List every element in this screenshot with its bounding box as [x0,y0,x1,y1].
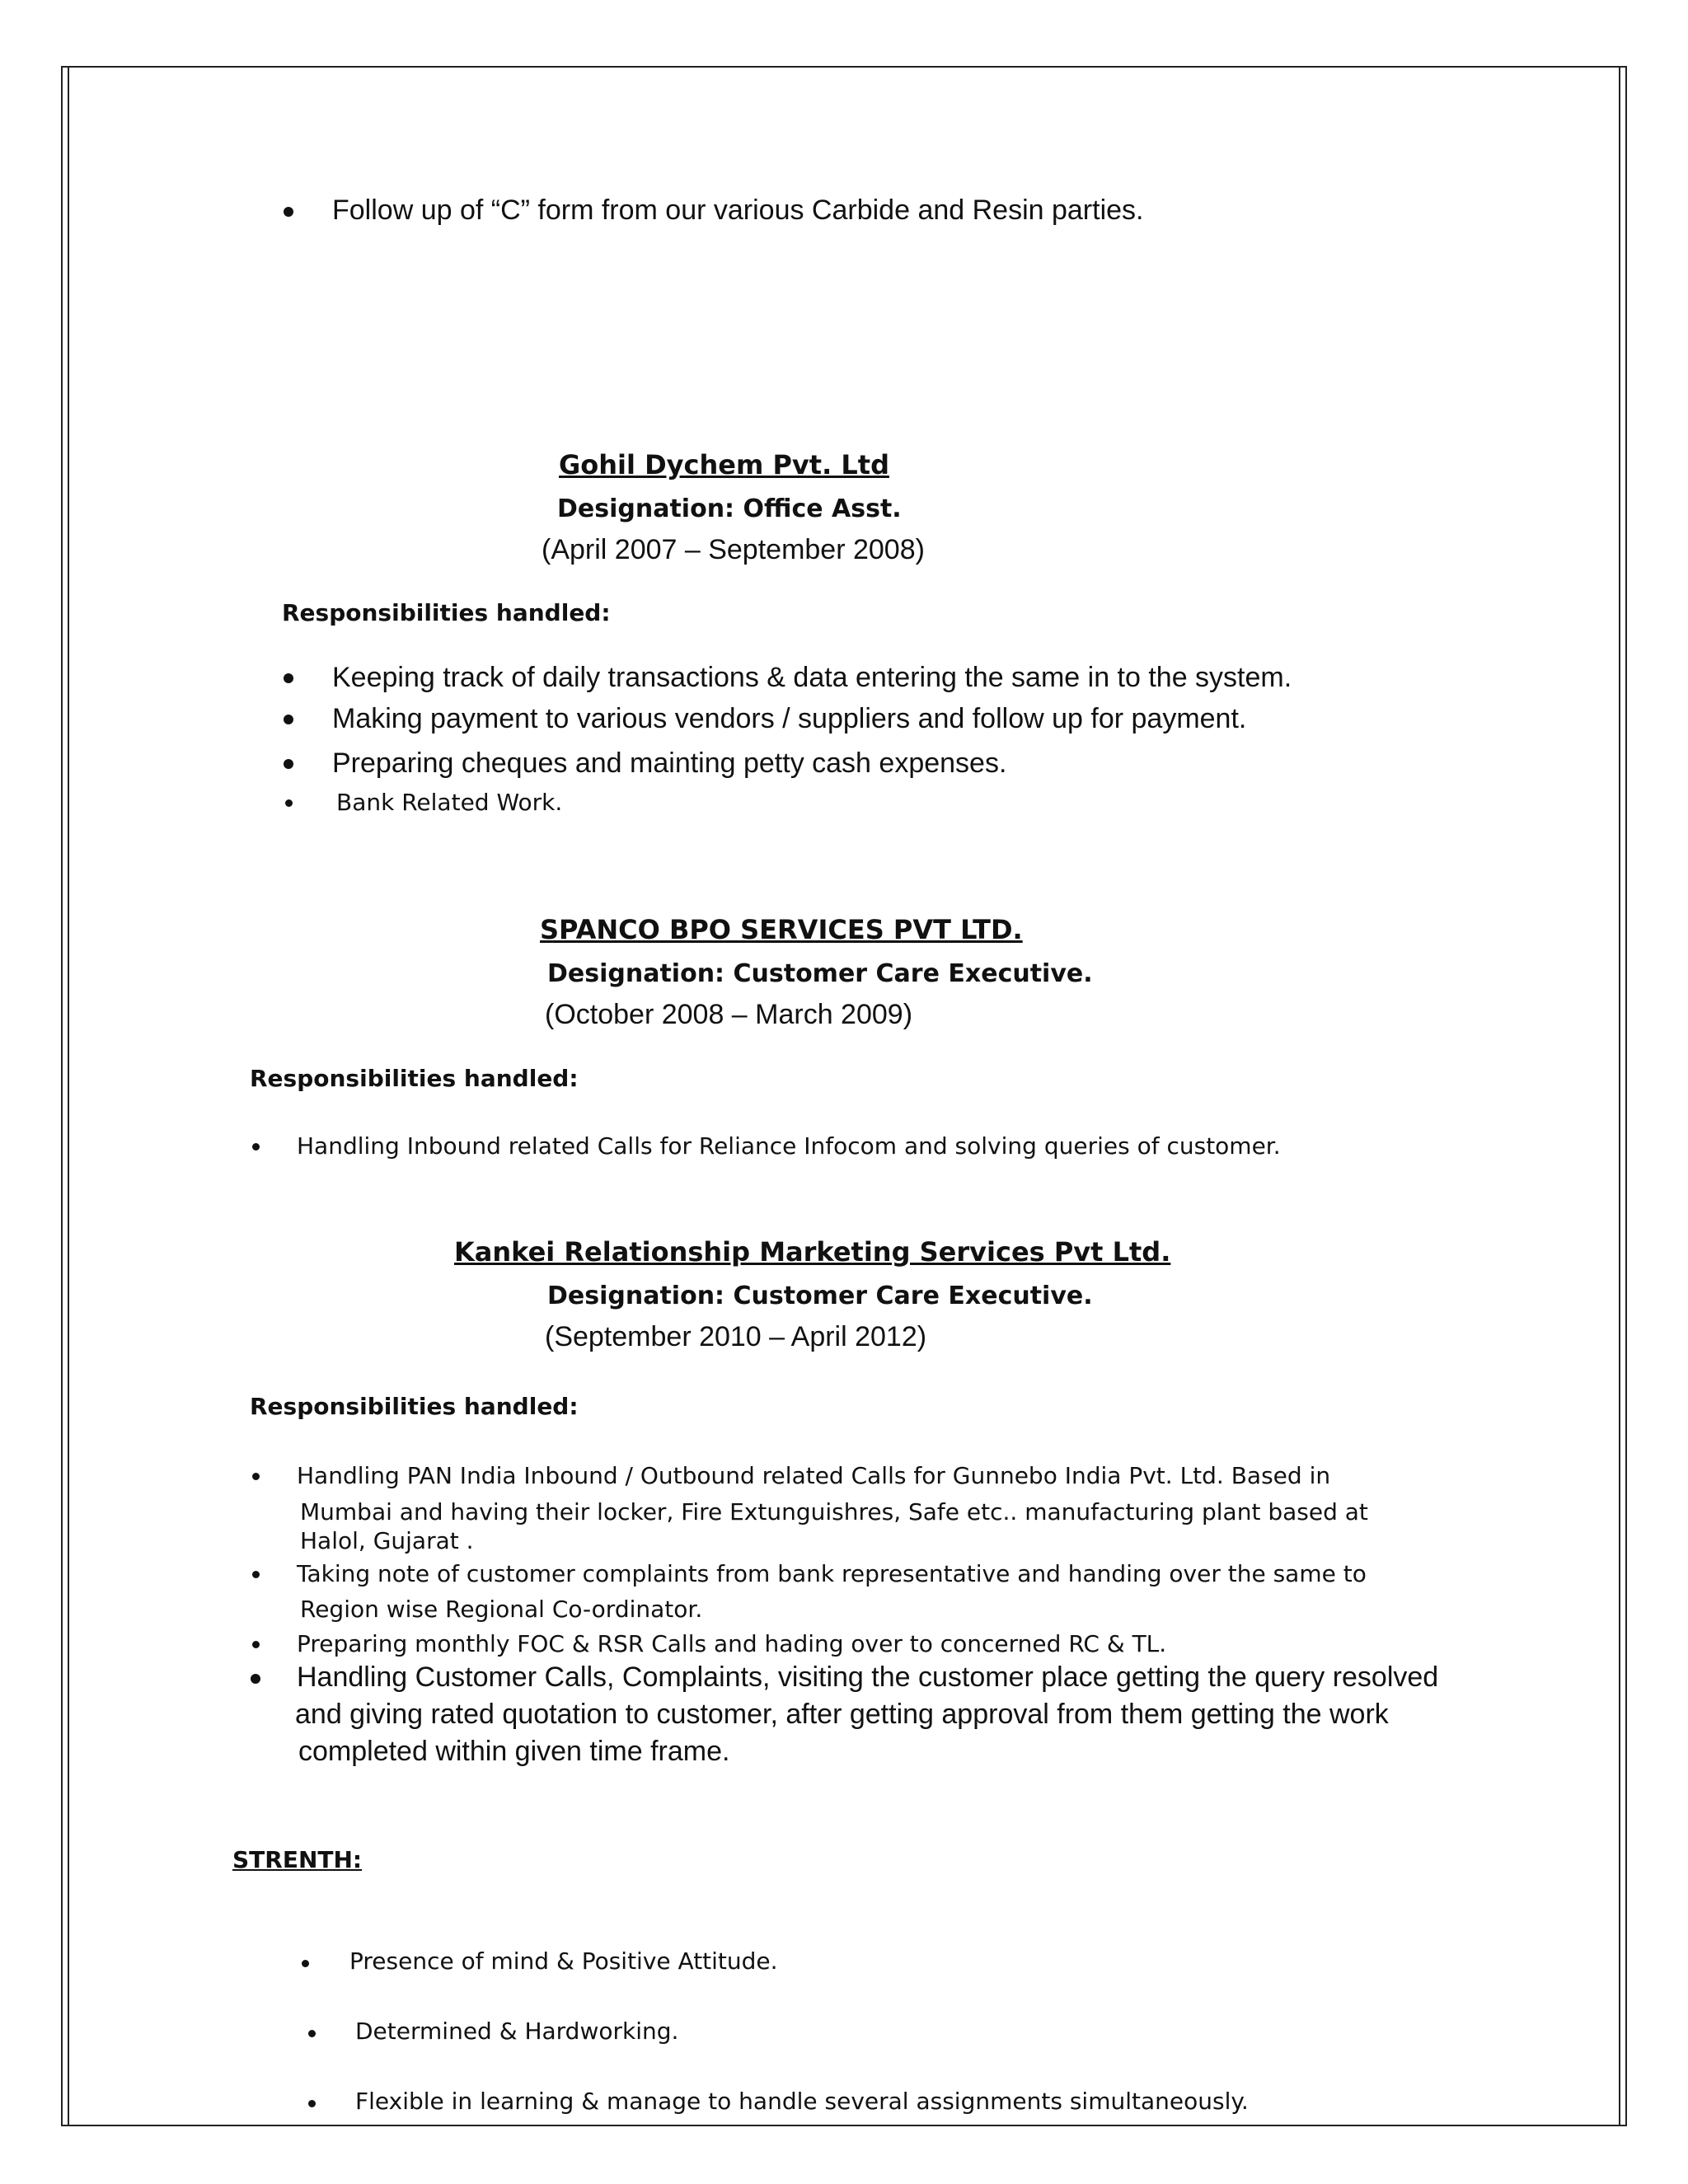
company-name: Gohil Dychem Pvt. Ltd [559,449,889,480]
strength-item: Presence of mind & Positive Attitude. [349,1947,778,1975]
employment-period: (September 2010 – April 2012) [545,1321,927,1352]
page-border-inner [68,66,1620,2126]
company-name: SPANCO BPO SERVICES PVT LTD. [540,914,1023,945]
employment-period: (October 2008 – March 2009) [545,999,913,1030]
responsibilities-heading: Responsibilities handled: [282,599,611,626]
employment-period: (April 2007 – September 2008) [542,534,925,565]
strength-heading: STRENTH: [232,1846,363,1873]
responsibility-item: Handling PAN India Inbound / Outbound related Calls for Gunnebo India Pvt. Ltd. Based in [297,1462,1331,1489]
responsibility-item-continued: completed within given time frame. [298,1736,730,1767]
responsibility-item: Making payment to various vendors / suppliers and follow up for payment. [332,703,1247,734]
responsibilities-heading: Responsibilities handled: [250,1393,579,1420]
bullet-icon [251,1674,260,1684]
bullet-icon [284,207,293,217]
company-name: Kankei Relationship Marketing Services Pvt Ltd. [454,1236,1171,1268]
intro-bullet-text: Follow up of “C” form from our various Carbide and Resin parties. [332,194,1144,226]
responsibility-item: Preparing monthly FOC & RSR Calls and hading over to concerned RC & TL. [297,1630,1167,1657]
bullet-icon [252,1641,260,1648]
designation: Designation: Customer Care Executive. [547,959,1093,988]
responsibility-item: Keeping track of daily transactions & data entering the same in to the system. [332,662,1292,693]
bullet-icon [284,715,293,724]
bullet-icon [302,1960,309,1967]
responsibilities-heading: Responsibilities handled: [250,1065,579,1092]
bullet-icon [284,673,293,683]
designation: Designation: Office Asst. [557,494,902,523]
responsibility-item: Handling Customer Calls, Complaints, visiting the customer place getting the query resolved [297,1661,1439,1693]
bullet-icon [308,2030,316,2037]
bullet-icon [252,1571,260,1578]
bullet-icon [308,2100,316,2107]
designation: Designation: Customer Care Executive. [547,1282,1093,1310]
bullet-icon [252,1143,260,1151]
responsibility-item-continued: Halol, Gujarat . [300,1527,474,1554]
responsibility-item: Taking note of customer complaints from bank representative and handing over the same to [297,1560,1367,1587]
responsibility-item-continued: Region wise Regional Co-ordinator. [300,1596,703,1623]
bullet-icon [284,759,293,769]
responsibility-item: Preparing cheques and mainting petty cash expenses. [332,748,1007,779]
responsibility-item: Handling Inbound related Calls for Reliance Infocom and solving queries of customer. [297,1132,1281,1160]
responsibility-item-continued: and giving rated quotation to customer, after getting approval from them getting the work [295,1699,1389,1730]
bullet-icon [252,1473,260,1480]
bullet-icon [285,799,293,807]
responsibility-item-continued: Mumbai and having their locker, Fire Extunguishres, Safe etc.. manufacturing plant based at [300,1498,1368,1526]
strength-item: Flexible in learning & manage to handle several assignments simultaneously. [355,2088,1249,2115]
responsibility-item: Bank Related Work. [336,789,563,816]
strength-item: Determined & Hardworking. [355,2018,679,2045]
